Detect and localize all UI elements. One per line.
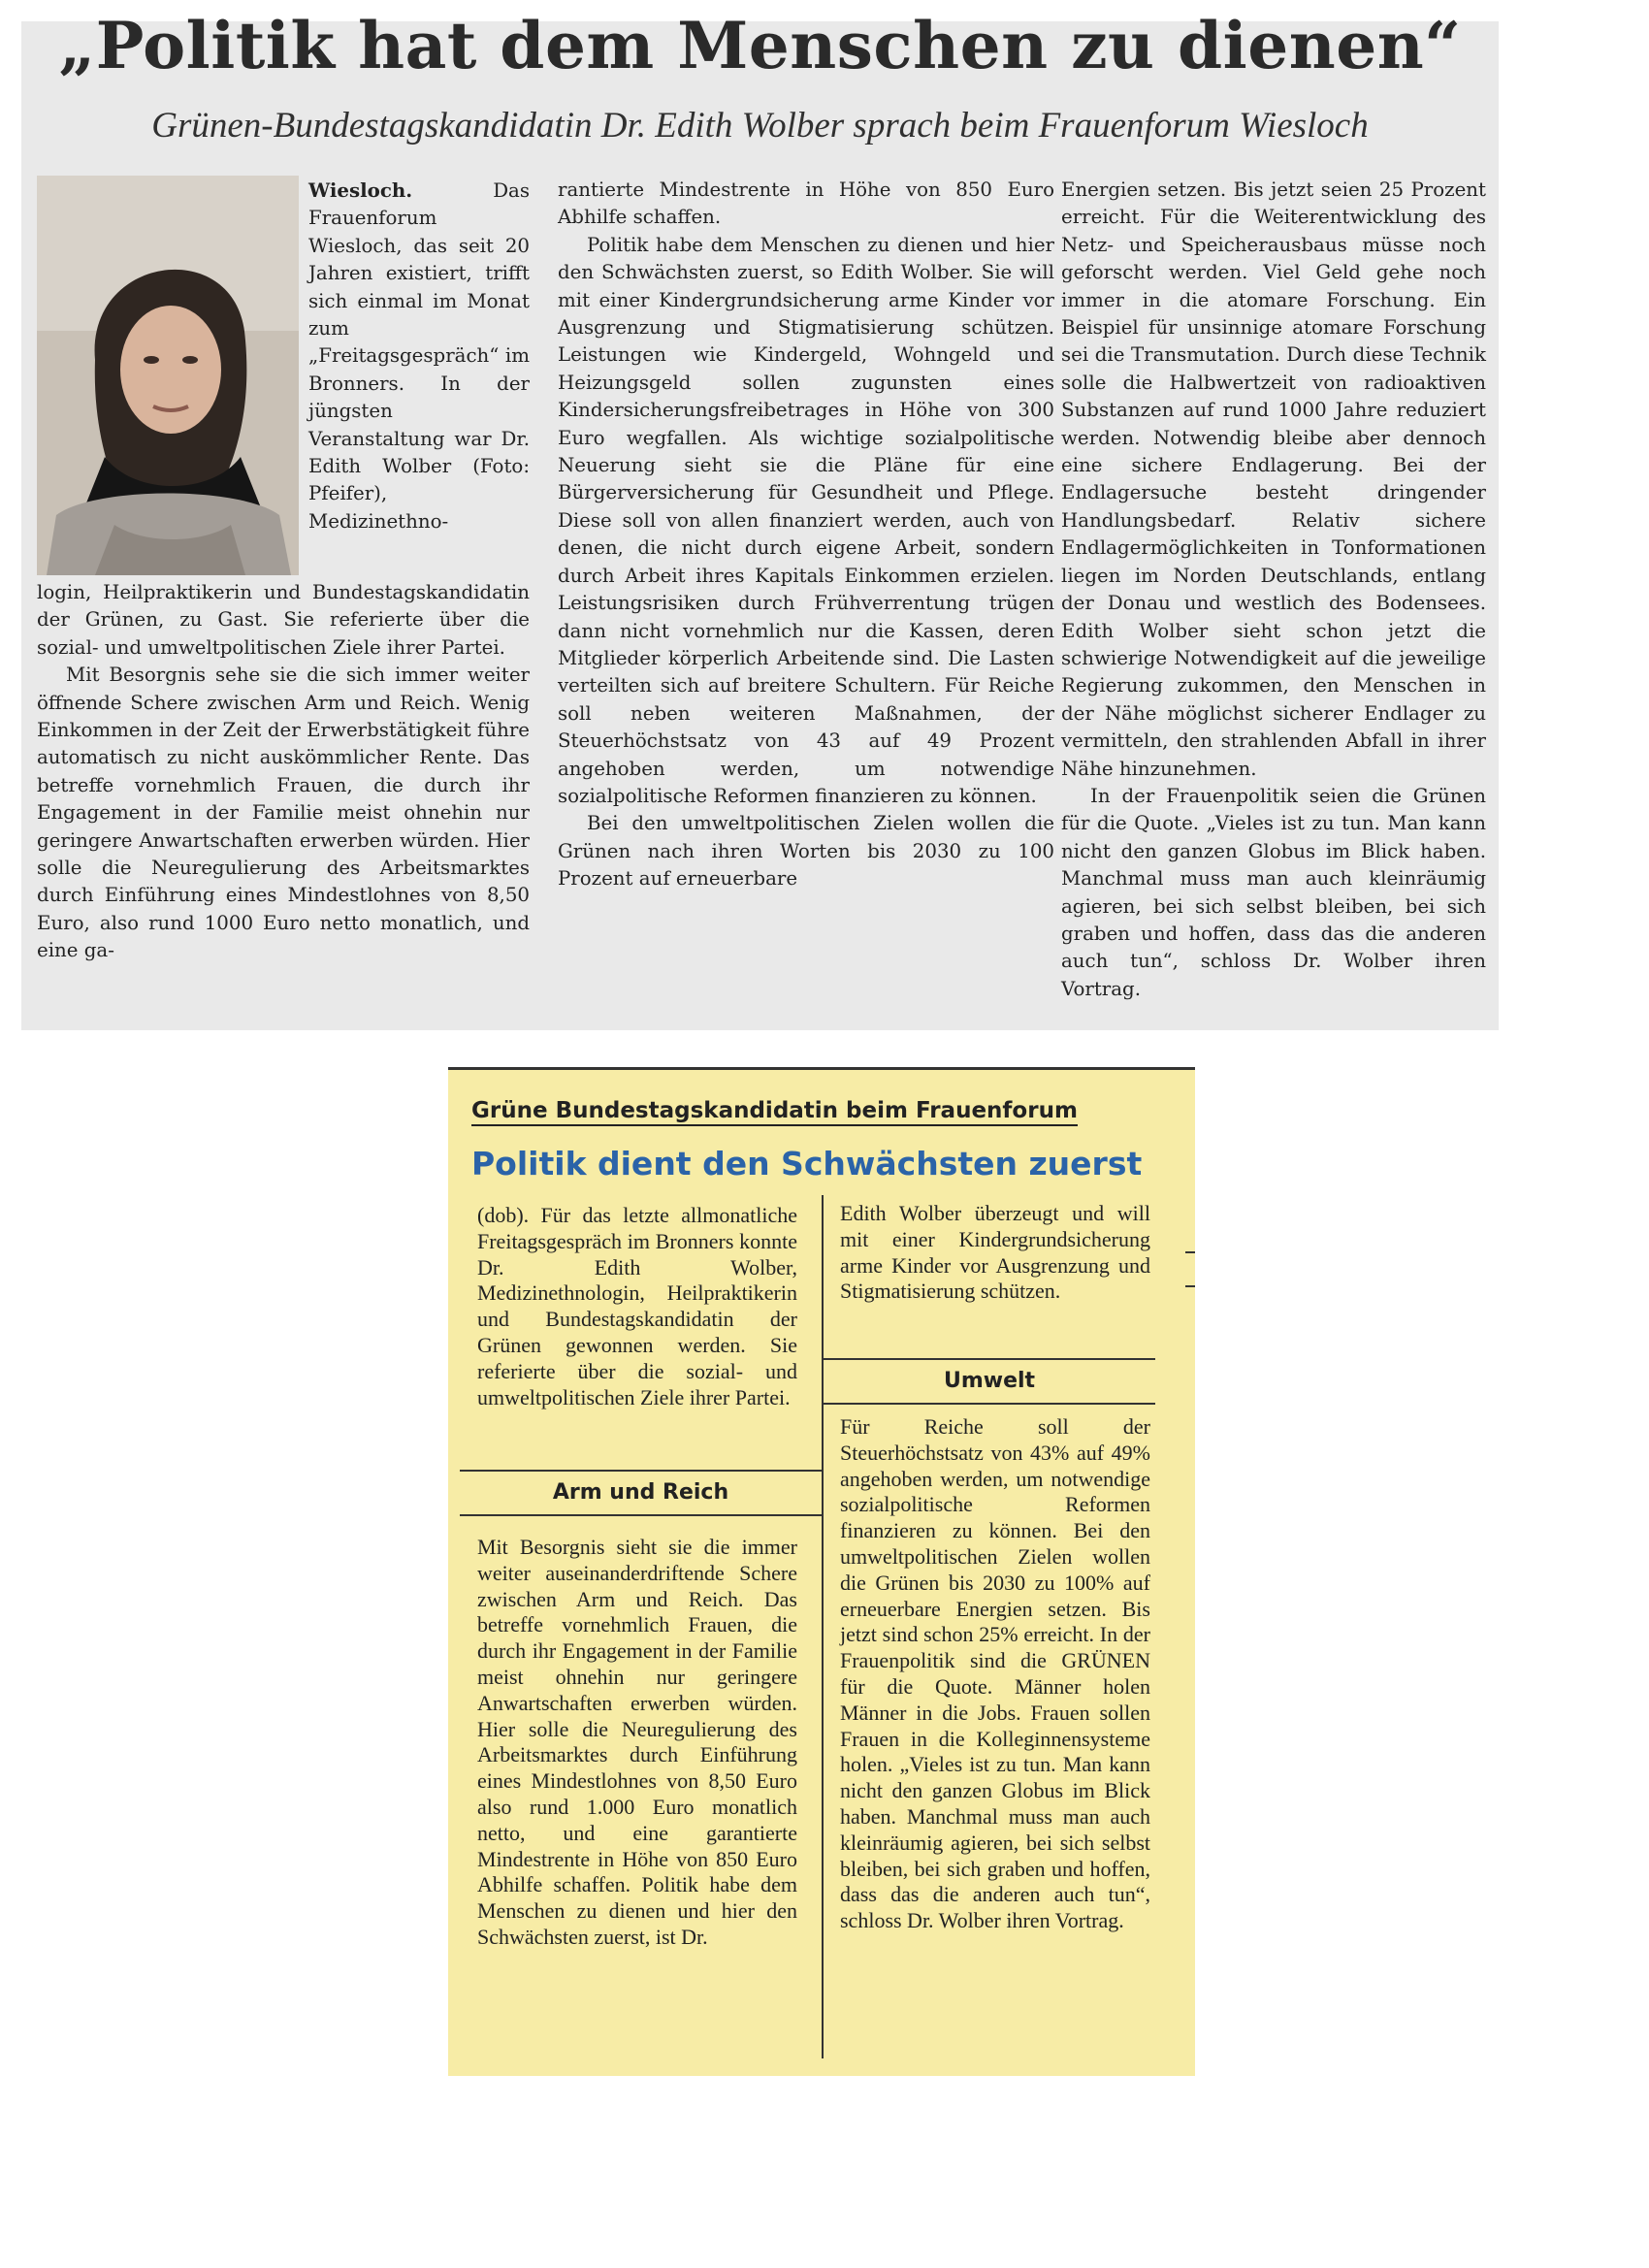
paragraph: login, Heilpraktikerin und Bundestagskandidatin der Grünen, zu Gast. Sie referierte über die sozial- und umweltpolitischen Ziele ihrer Partei. — [37, 581, 530, 659]
portrait-photo — [37, 176, 299, 575]
left-column-body — [477, 1535, 797, 1951]
paragraph: Energien setzen. Bis jetzt seien 25 Prozent erreicht. Für die Weiterentwicklung des Netz- und Speicherausbaus müsse noch geforscht werden. Viel Geld gehe noch immer in die atomare Forschung. Ein Beispiel für unsinnige atomare Forschung sei die Transmutation. Durch diese Technik solle die Halbwertzeit von radioaktiven Substanzen auf rund 1000 Jahre reduziert werden. Notwendig bleibe aber dennoch eine sichere Endlagerung. Bei der Endlagersuche besteht dringender Handlungsbedarf. Relativ sichere Endlagermöglichkeiten in Tonformationen liegen im Norden Deutschlands, entlang der Donau und westlich des Bodensees. Edith Wolber sieht schon jetzt die schwierige Notwendigkeit auf die jeweilige Regierung zukommen, den Menschen in der Nähe möglichst sicherer Endlager zu vermitteln, den strahlenden Abfall in ihrer Nähe hinzunehmen. — [1061, 178, 1486, 780]
paragraph: In der Frauenpolitik seien die Grünen für die Quote. „Vieles ist zu tun. Man kann nicht den ganzen Globus im Blick haben. Manchmal muss man auch kleinräumig agieren, bei sich selbst bleiben, bei sich graben und hoffen, dass das die anderen auch tun“, schloss Dr. Wolber ihren Vortrag. — [1061, 784, 1486, 1000]
paragraph: Bei den umweltpolitischen Zielen wollen die Grünen nach ihren Worten bis 2030 zu 100 Prozent auf erneuerbare — [558, 812, 1054, 891]
right-column-body — [840, 1414, 1150, 1934]
intro-text: Das Frauenforum Wiesloch, das seit 20 Jahren existiert, trifft sich einmal im Monat zum „Freitagsgespräch“ im Bronners. In der jüngsten Veranstaltung war Dr. Edith Wolber (Foto: Pfeifer), Medizinethno- — [308, 179, 530, 533]
portrait-illustration — [37, 176, 299, 575]
newspaper-clipping-1 — [21, 8, 1499, 1030]
paragraph: Für Reiche soll der Steuerhöchstsatz von 43% auf 49% angehoben werden, um notwendige sozialpolitische Reformen finanzieren zu können. Bei den umweltpolitischen Zielen wollen die Grünen bis 2030 zu 100% auf erneuerbare Energien setzen. Bis jetzt sind schon 25% erreicht. In der Frauenpolitik sind die GRÜNEN für die Quote. Männer holen Männer in die Jobs. Frauen sollen Frauen in die Kolleginnensysteme holen. „Vieles ist zu tun. Man kann nicht den ganzen Globus im Blick haben. Manchmal muss man auch kleinräumig agieren, bei sich selbst bleiben, bei sich graben und hoffen, dass das die anderen auch tun“, schloss Dr. Wolber ihren Vortrag. — [840, 1414, 1150, 1933]
margin-mark — [1185, 1285, 1195, 1287]
paragraph: Edith Wolber überzeugt und will mit einer Kindergrundsicherung arme Kinder vor Ausgrenzung und Stigmatisierung schützen. — [840, 1201, 1150, 1304]
column-divider — [822, 1195, 824, 2058]
article-headline: Politik dient den Schwächsten zuerst — [471, 1145, 1143, 1183]
section-heading-umwelt: Umwelt — [824, 1358, 1155, 1405]
margin-mark — [1185, 1251, 1195, 1253]
article-title: „Politik hat dem Menschen zu dienen“ — [58, 8, 1462, 83]
column-1-bottom — [37, 579, 530, 965]
column-2 — [558, 177, 1054, 893]
column-1-top — [308, 177, 530, 535]
section-heading-arm-und-reich: Arm und Reich — [460, 1470, 822, 1516]
top-rule — [448, 1067, 1195, 1070]
article-kicker: Grüne Bundestagskandidatin beim Frauenforum — [471, 1098, 1078, 1126]
column-3 — [1061, 177, 1486, 1003]
left-column-intro — [477, 1203, 797, 1410]
paragraph: Mit Besorgnis sieht sie die immer weiter auseinanderdriftende Schere zwischen Arm und Reich. Das betreffe vornehmlich Frauen, die durch ihr Engagement in der Familie meist ohnehin nur geringere Anwartschaften erwerben würden. Hier solle die Neuregulierung des Arbeitsmarktes durch Einführung eines Mindestlohnes von 8,50 Euro also rund 1.000 Euro monatlich netto, und eine garantierte Mindestrente in Höhe von 850 Euro Abhilfe schaffen. Politik habe dem Menschen zu dienen und hier den Schwächsten zuerst, ist Dr. — [477, 1535, 797, 1949]
newspaper-clipping-2 — [448, 1067, 1195, 2076]
article-subtitle: Grünen-Bundestagskandidatin Dr. Edith Wolber sprach beim Frauenforum Wiesloch — [151, 106, 1369, 146]
paragraph: rantierte Mindestrente in Höhe von 850 Euro Abhilfe schaffen. — [558, 178, 1054, 229]
right-column-intro — [840, 1201, 1150, 1305]
paragraph: Mit Besorgnis sehe sie die sich immer weiter öffnende Schere zwischen Arm und Reich. Wenig Einkommen in der Zeit der Erwerbstätigkeit führe automatisch zu nicht auskömmlicher Rente. Das betreffe vornehmlich Frauen, die durch ihr Engagement in der Familie meist ohnehin nur geringere Anwartschaften erwerben würden. Hier solle die Neuregulierung des Arbeitsmarktes durch Einführung eines Mindestlohnes von 8,50 Euro, also rund 1000 Euro netto monatlich, und eine ga- — [37, 664, 530, 962]
paragraph: Politik habe dem Menschen zu dienen und hier den Schwächsten zuerst, so Edith Wolber. Sie will mit einer Kindergrundsicherung arme Kinder vor Ausgrenzung und Stigmatisierung schützen. Leistungen wie Kindergeld, Wohngeld und Heizungsgeld sollen zugunsten eines Kindersicherungsfreibetrages in Höhe von 300 Euro wegfallen. Als wichtige sozialpolitische Neuerung sieht sie die Pläne für eine Bürgerversicherung für Gesundheit und Pflege. Diese soll von allen finanziert werden, auch von denen, die nicht durch eigene Arbeit, sondern durch Arbeit ihres Kapitals Einkommen erzielen. Leistungsrisiken durch Frühverrentung trügen dann nicht vornehmlich nur die Kassen, deren Mitglieder körperlich Arbeitende sind. Die Lasten verteilten sich auf breitere Schultern. Für Reiche soll neben weiteren Maßnahmen, der Steuerhöchstsatz von 43 auf 49 Prozent angehoben werden, um notwendige sozialpolitische Reformen finanzieren zu können. — [558, 233, 1054, 807]
dateline: Wiesloch. — [308, 178, 413, 202]
paragraph: (dob). Für das letzte allmonatliche Freitagsgespräch im Bronners konnte Dr. Edith Wolber, Medizinethnologin, Heilpraktikerin und Bundestagskandidatin der Grünen gewonnen werden. Sie referierte über die sozial- und umweltpolitischen Ziele ihrer Partei. — [477, 1203, 797, 1409]
